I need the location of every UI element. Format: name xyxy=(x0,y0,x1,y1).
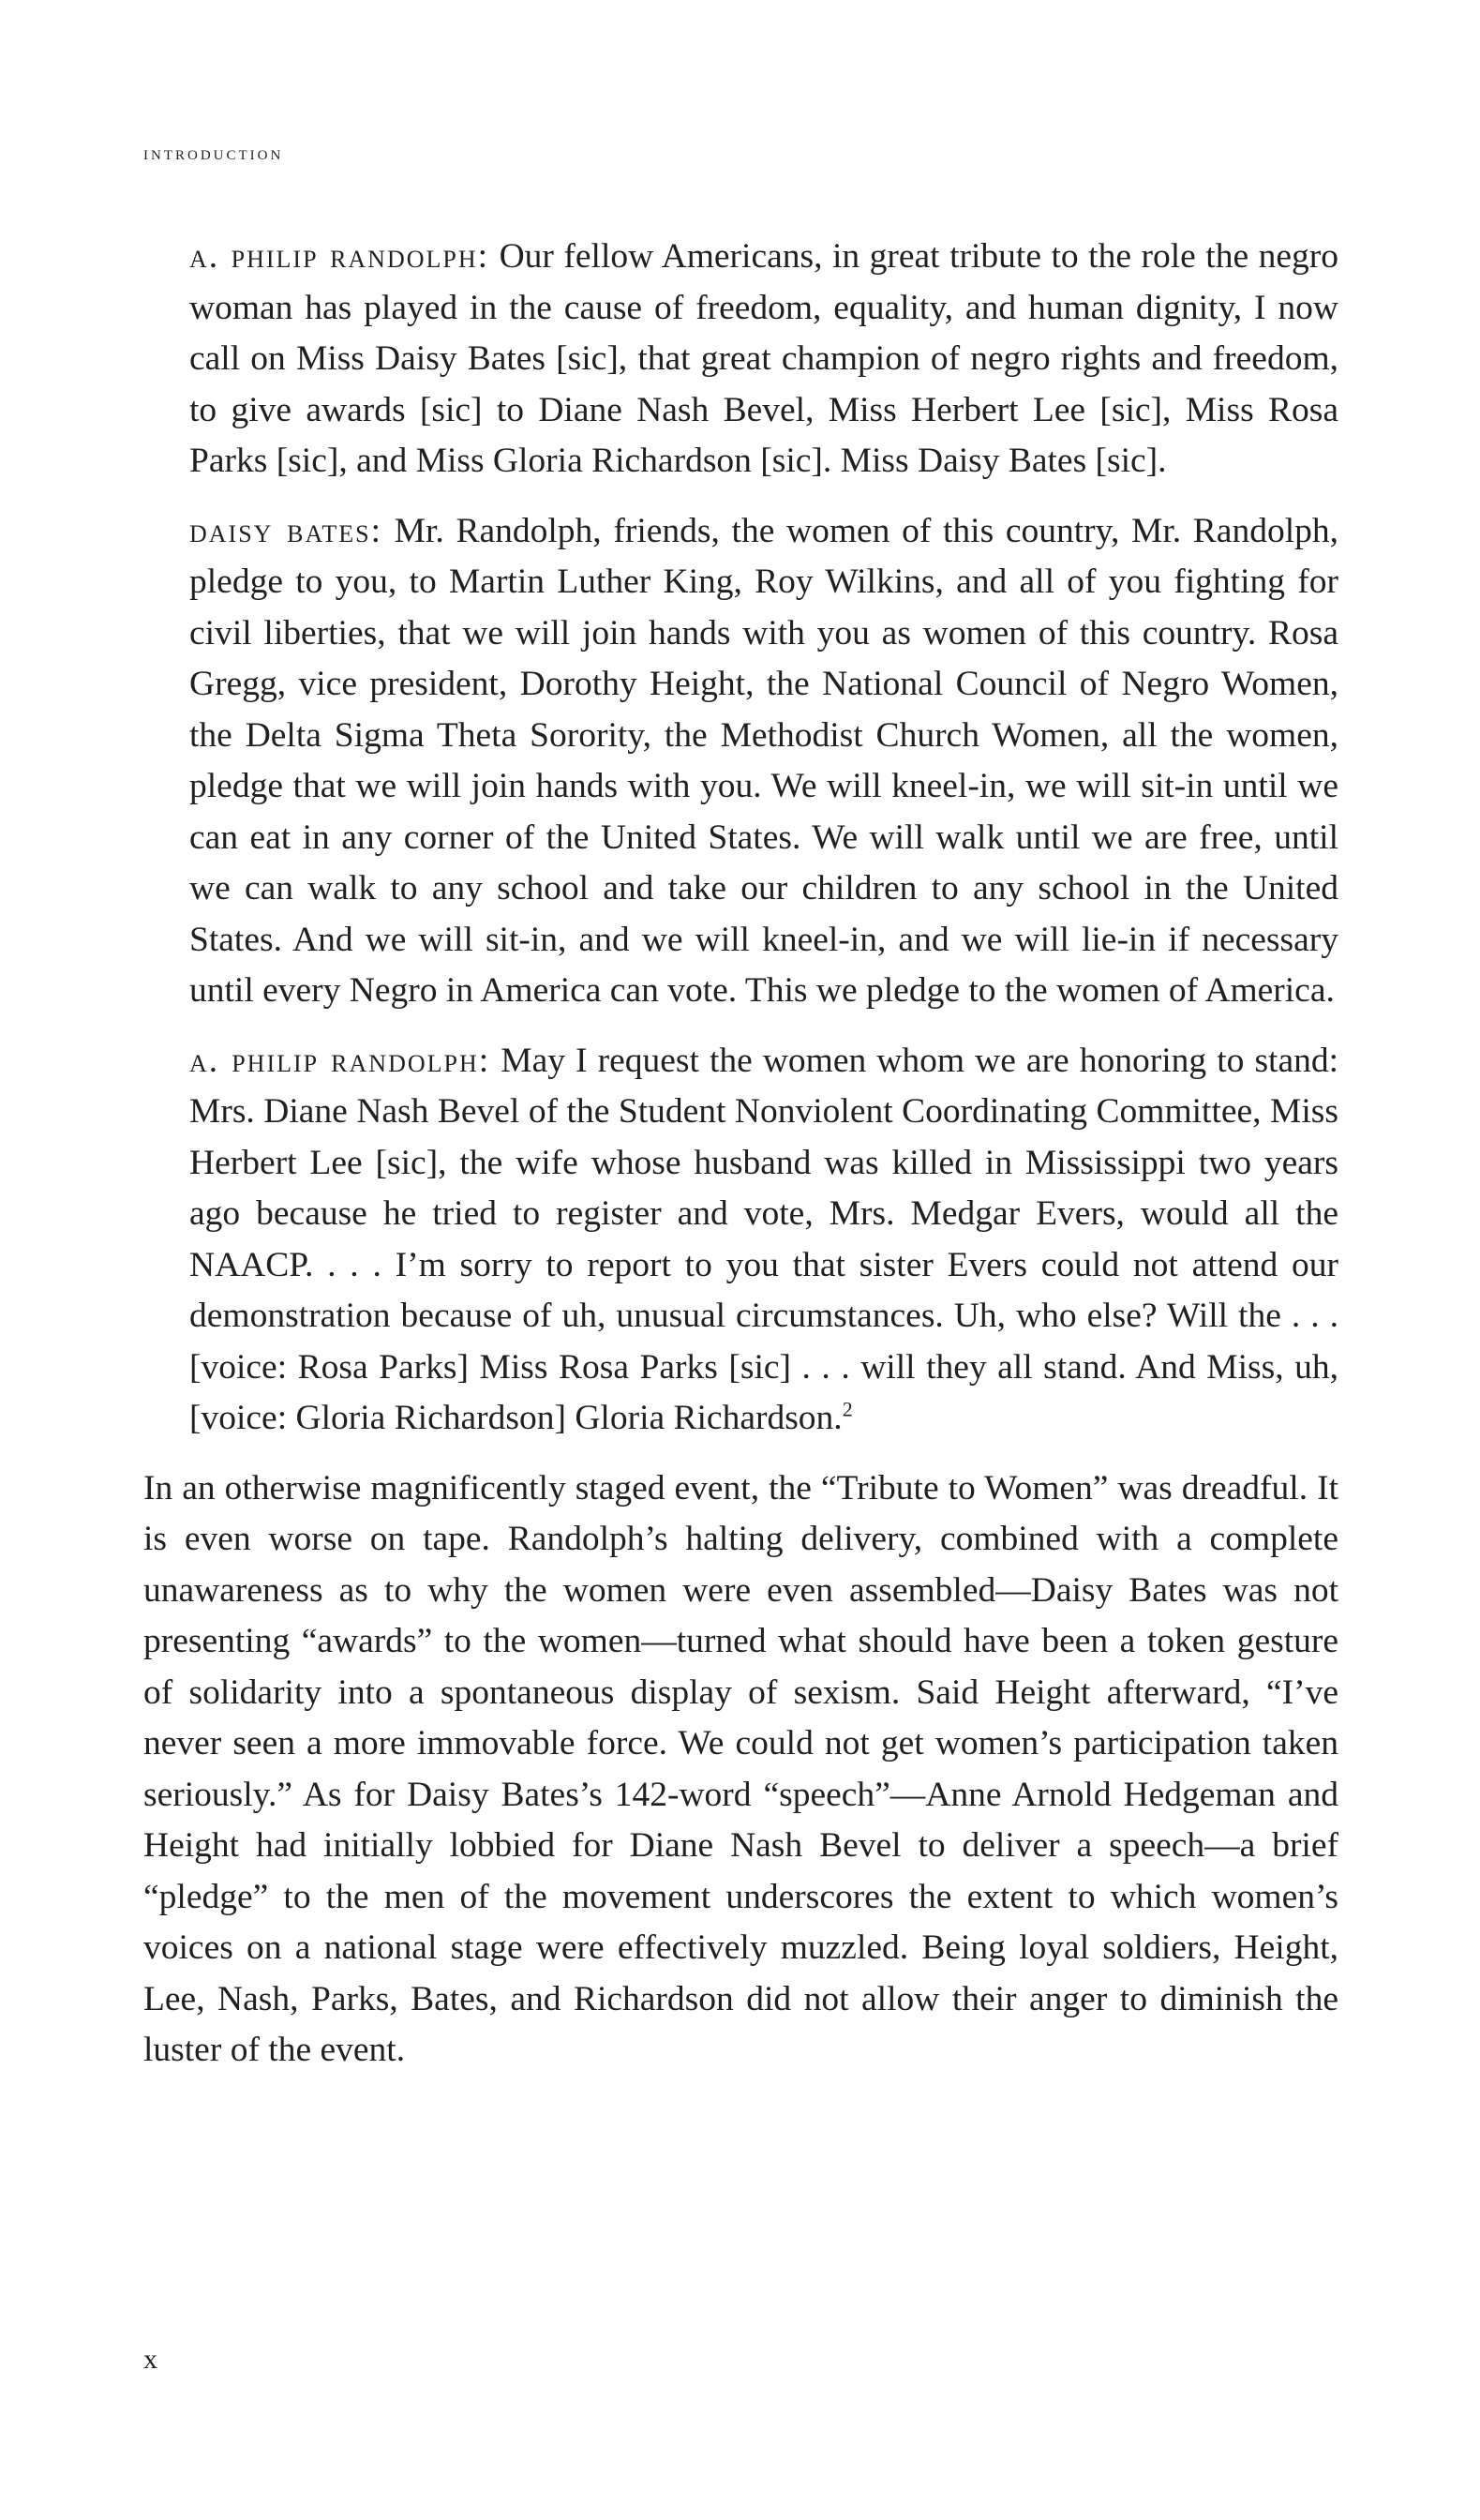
page-number: x xyxy=(143,2344,157,2375)
speaker-label: a. philip randolph: xyxy=(189,237,490,276)
running-head xyxy=(143,141,283,165)
running-head-text: introduction xyxy=(143,141,284,164)
body-paragraph: In an otherwise magnificently staged event, the “Tribute to Women” was dreadful. It is even worse on tape. Randolph’s halting delivery, combined with a complete unawareness as to why the women were even assembled—Daisy Bates was not presenting “awards” to the women—turned what should have been a token gesture of solidarity into a spontaneous display of sexism. Said Height afterward, “I’ve never seen a more immovable force. We could not get women’s participation taken seriously.” As for Daisy Bates’s 142-word “speech”—Anne Arnold Hedgeman and Height had initially lobbied for Diane Nash Bevel to deliver a speech—a brief “pledge” to the men of the movement underscores the extent to which women’s voices on a national stage were effectively muzzled. Being loyal soldiers, Height, Lee, Nash, Parks, Bates, and Richardson did not allow their anger to diminish the luster of the event. xyxy=(143,1468,1338,2069)
speech-transcript-extract xyxy=(189,232,1338,1445)
transcript-paragraph xyxy=(189,1036,1338,1445)
footnote-reference[interactable]: 2 xyxy=(842,1397,853,1421)
speech-text: Our fellow Americans, in great tribute to the role the negro woman has played in the cause of freedom, equality, and human dignity, I now call on Miss Daisy Bates [sic], that great champion of negro rights and freedom, to give awards [sic] to Diane Nash Bevel, Miss Herbert Lee [sic], Miss Rosa Parks [sic], and Miss Gloria Richardson [sic]. Miss Daisy Bates [sic]. xyxy=(189,237,1339,480)
speech-text: May I request the women whom we are honoring to stand: Mrs. Diane Nash Bevel of the Student Nonviolent Coordinating Committee, Miss Herbert Lee [sic], the wife whose husband was killed in Mississippi two years ago because he tried to register and vote, Mrs. Medgar Evers, would all the NAACP. . . . I’m sorry to report to you that sister Evers could not attend our demonstration because of uh, unusual circumstances. Uh, who else? Will the . . . [voice: Rosa Parks] Miss Rosa Parks [sic] . . . will they all stand. And Miss, uh, [voice: Gloria Richardson] Gloria Richardson. xyxy=(189,1041,1339,1437)
transcript-paragraph xyxy=(189,232,1338,488)
speech-text: Mr. Randolph, friends, the women of this country, Mr. Randolph, pledge to you, to Martin Luther King, Roy Wilkins, and all of you fighting for civil liberties, that we will join hands with you as women of this country. Rosa Gregg, vice president, Dorothy Height, the National Council of Negro Women, the Delta Sigma Theta Sorority, the Methodist Church Women, all the women, pledge that we will join hands with you. We will kneel-in, we will sit-in until we can eat in any corner of the United States. We will walk until we are free, until we can walk to any school and take our children to any school in the United States. And we will sit-in, and we will kneel-in, and we will lie-in if necessary until every Negro in America can vote. This we pledge to the women of America. xyxy=(189,511,1338,1010)
transcript-paragraph xyxy=(189,506,1338,1017)
speaker-label: a. philip randolph: xyxy=(189,1041,491,1080)
page-body xyxy=(143,232,1338,2077)
speaker-label: daisy bates: xyxy=(189,511,382,550)
